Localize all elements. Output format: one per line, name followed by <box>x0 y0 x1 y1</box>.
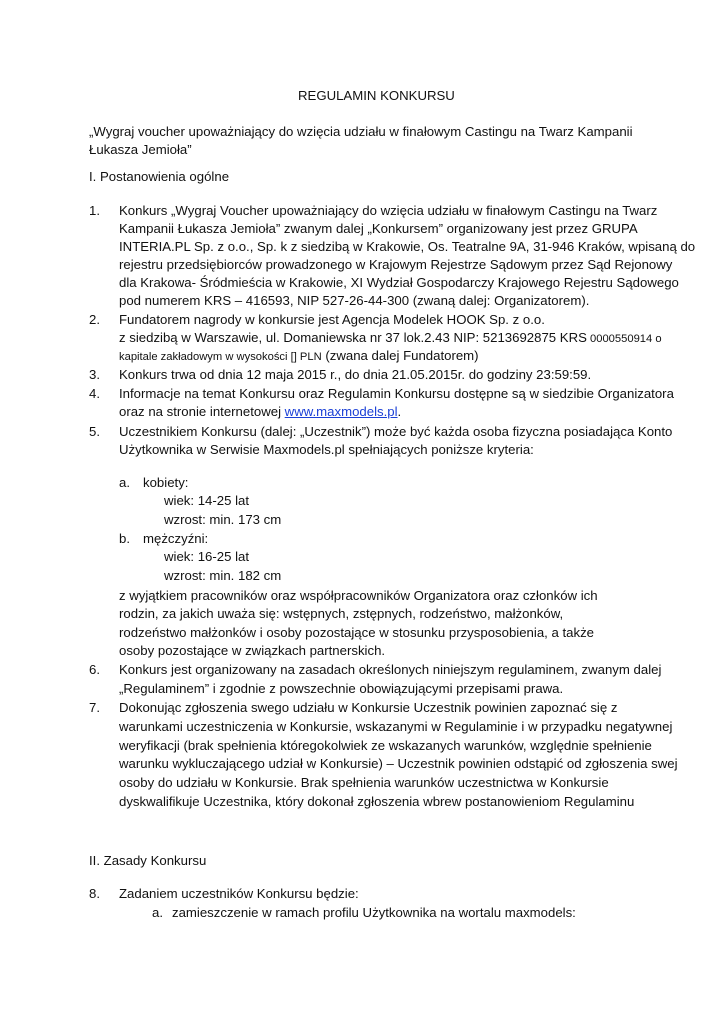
exclusion-line: z wyjątkiem pracowników oraz współpracowników Organizatora oraz członków ich <box>119 588 598 603</box>
paragraph-number: 5. <box>89 424 100 439</box>
paragraph-4-line <box>119 402 401 421</box>
paragraph-1-line: Konkurs „Wygraj Voucher upoważniający do wzięcia udziału w finałowym Castingu na Twarz <box>119 203 658 218</box>
criteria-women-age: wiek: 14-25 lat <box>164 493 250 508</box>
paragraph-3-text: Konkurs trwa od dnia 12 maja 2015 r., do dnia 21.05.2015r. do godziny 23:59:59. <box>119 367 592 382</box>
paragraph-6-line: Konkurs jest organizowany na zasadach określonych niniejszym regulaminem, zwanym dalej <box>119 662 662 677</box>
paragraph-4-text: . <box>397 404 402 419</box>
maxmodels-link[interactable]: www.maxmodels.pl <box>284 404 398 419</box>
criteria-men: mężczyźni: <box>143 531 209 546</box>
paragraph-1-line: rejestru przedsiębiorców prowadzonego w Krajowym Rejestrze Sądowym przez Sąd Rejonowy <box>119 257 673 272</box>
paragraph-number: 4. <box>89 386 100 401</box>
paragraph-2-text: (zwana dalej Fundatorem) <box>321 348 479 363</box>
paragraph-number: 7. <box>89 700 100 715</box>
section-heading-1: I. Postanowienia ogólne <box>89 169 230 184</box>
subtitle-line-2: Łukasza Jemioła” <box>89 142 192 157</box>
paragraph-6-line: „Regulaminem” i zgodnie z powszechnie obowiązującymi przepisami prawa. <box>119 681 564 696</box>
paragraph-7-line: osoby do udziału w Konkursie. Brak spełnienia warunków uczestnictwa w Konkursie <box>119 775 609 790</box>
paragraph-number: 8. <box>89 886 100 901</box>
paragraph-7-line: weryfikacji (brak spełnienia któregokolwiek ze wskazanych warunków, względnie spełnienie <box>119 738 652 753</box>
list-label: a. <box>119 475 130 490</box>
exclusion-line: rodzeństwo małżonków i osoby pozostające w stosunku przysposobienia, a także <box>119 625 595 640</box>
list-label: a. <box>152 905 163 920</box>
criteria-men-age: wiek: 16-25 lat <box>164 549 250 564</box>
paragraph-number: 3. <box>89 367 100 382</box>
paragraph-1-line: pod numerem KRS – 416593, NIP 527-26-44-300 (zwaną dalej: Organizatorem). <box>119 293 590 308</box>
paragraph-5-line: Uczestnikiem Konkursu (dalej: „Uczestnik”) może być każda osoba fizyczna posiadająca Konto <box>119 424 673 439</box>
paragraph-5-line: Użytkownika w Serwisie Maxmodels.pl spełniających poniższe kryteria: <box>119 442 534 457</box>
paragraph-number: 6. <box>89 662 100 677</box>
paragraph-number: 2. <box>89 312 100 327</box>
paragraph-4-text: oraz na stronie internetowej <box>119 404 285 419</box>
criteria-women: kobiety: <box>143 475 189 490</box>
exclusion-line: rodzin, za jakich uważa się: wstępnych, zstępnych, rodzeństwo, małżonków, <box>119 606 564 621</box>
criteria-women-height: wzrost: min. 173 cm <box>164 512 282 527</box>
paragraph-8-item: zamieszczenie w ramach profilu Użytkownika na wortalu maxmodels: <box>172 905 576 920</box>
exclusion-line: osoby pozostające w związkach partnerskich. <box>119 643 386 658</box>
paragraph-7-line: Dokonując zgłoszenia swego udziału w Konkursie Uczestnik powinien zapoznać się z <box>119 700 618 715</box>
paragraph-4-line: Informacje na temat Konkursu oraz Regulamin Konkursu dostępne są w siedzibie Organizatora <box>119 386 674 401</box>
subtitle-line-1: „Wygraj voucher upoważniający do wzięcia udziału w finałowym Castingu na Twarz Kampanii <box>89 124 633 139</box>
paragraph-2-text: z siedzibą w Warszawie, ul. Domaniewska nr 37 lok.2.43 NIP: 5213692875 KRS <box>119 330 587 345</box>
paragraph-2-small-text: 0000550914 o <box>586 333 662 345</box>
paragraph-1-line: INTERIA.PL Sp. z o.o., Sp. k z siedzibą w Krakowie, Os. Teatralne 9A, 31-946 Kraków, wpisaną do <box>119 239 696 254</box>
paragraph-7-line: dyskwalifikuje Uczestnika, który dokonał zgłoszenia wbrew postanowieniom Regulaminu <box>119 794 635 809</box>
paragraph-2-line <box>119 346 479 367</box>
paragraph-1-line: Kampanii Łukasza Jemioła” zwanym dalej „Konkursem” organizowany jest przez GRUPA <box>119 221 638 236</box>
paragraph-7-line: warunkami uczestniczenia w Konkursie, wskazanymi w Regulaminie i w przypadku negatywnej <box>119 719 673 734</box>
paragraph-7-line: warunku wykluczającego udział w Konkursie) – Uczestnik powinien odstąpić od zgłoszenia swej <box>119 756 678 771</box>
document-title: REGULAMIN KONKURSU <box>298 88 455 103</box>
paragraph-2-line: Fundatorem nagrody w konkursie jest Agencja Modelek HOOK Sp. z o.o. <box>119 312 545 327</box>
criteria-men-height: wzrost: min. 182 cm <box>164 568 282 583</box>
paragraph-8-text: Zadaniem uczestników Konkursu będzie: <box>119 886 359 901</box>
paragraph-number: 1. <box>89 203 100 218</box>
list-label: b. <box>119 531 130 546</box>
section-heading-2: II. Zasady Konkursu <box>89 853 207 868</box>
paragraph-1-line: dla Krakowa- Śródmieścia w Krakowie, XI Wydział Gospodarczy Krajowego Rejestru Sądowego <box>119 275 679 290</box>
paragraph-2-small-text: kapitale zakładowym w wysokości [] PLN <box>119 351 322 363</box>
